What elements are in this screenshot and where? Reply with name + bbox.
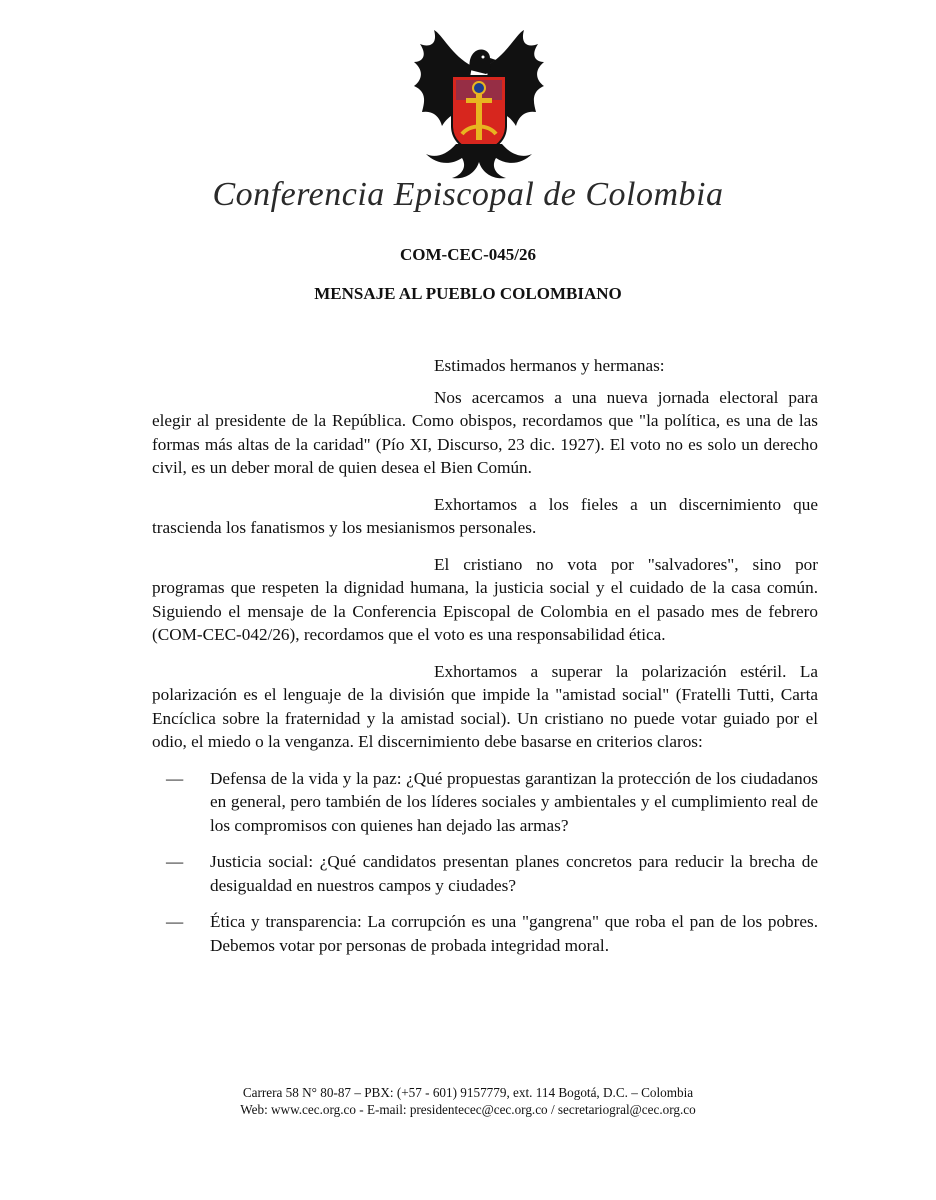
footer-address: Carrera 58 N° 80-87 – PBX: (+57 - 601) 9157779, ext. 114 Bogotá, D.C. – Colombia xyxy=(242,1085,694,1100)
list-item-text: Defensa de la vida y la paz: ¿Qué propuestas garantizan la protección de los ciudadanos en general, pero también de los líderes sociales y ambientales y el cumplimiento real de los compromisos con quienes han dejado las armas? xyxy=(210,768,818,835)
list-item-text: Justicia social: ¿Qué candidatos presentan planes concretos para reducir la brecha de desigualdad en nuestros campos y ciudades? xyxy=(210,852,818,895)
dash-marker: — xyxy=(166,852,184,871)
paragraph: Exhortamos a superar la polarización estéril. La polarización es el lenguaje de la división que impide la "amistad social" (Fratelli Tutti, Carta Encíclica sobre la fraternidad y la amistad social). Un cristiano no puede votar guiado por el odio, el miedo o la venganza. El discernimiento debe basarse en criterios claros: xyxy=(152,661,818,751)
organization-name: Conferencia Episcopal de Colombia xyxy=(212,176,724,213)
document-title: MENSAJE AL PUEBLO COLOMBIANO xyxy=(314,284,622,303)
coat-of-arms-eagle-icon xyxy=(412,26,546,182)
footer-contact: Web: www.cec.org.co - E-mail: presidentecec@cec.org.co / secretariogral@cec.org.co xyxy=(240,1102,696,1117)
list-item xyxy=(152,850,818,897)
paragraph: El cristiano no vota por "salvadores", sino por programas que respeten la dignidad humana, la justicia social y el cuidado de la casa común. Siguiendo el mensaje de la Conferencia Episcopal de Colombia en el pasado mes de febrero (COM-CEC-042/26), recordamos que el voto es una responsabilidad ética. xyxy=(152,554,818,644)
list-item-text: Ética y transparencia: La corrupción es una "gangrena" que roba el pan de los pobres. Debemos votar por personas de probada integridad moral. xyxy=(210,912,818,955)
list-item xyxy=(152,767,818,838)
paragraph: Nos acercamos a una nueva jornada electoral para elegir al presidente de la República. Como obispos, recordamos que "la política, es una de las formas más altas de la caridad" (Pío XI, Discurso, 23 dic. 1927). El voto no es solo un derecho civil, es un deber moral de quien desea el Bien Común. xyxy=(152,387,818,477)
criteria-list xyxy=(152,767,818,958)
footer xyxy=(0,1084,936,1118)
dash-marker: — xyxy=(166,768,184,788)
dash-marker: — xyxy=(166,912,184,931)
paragraph: Exhortamos a los fieles a un discernimiento que trascienda los fanatismos y los mesianismos personales. xyxy=(152,494,818,537)
letter-body xyxy=(152,354,818,970)
document-reference: COM-CEC-045/26 xyxy=(400,245,536,264)
greeting: Estimados hermanos y hermanas: xyxy=(434,356,665,375)
list-item xyxy=(152,910,818,957)
